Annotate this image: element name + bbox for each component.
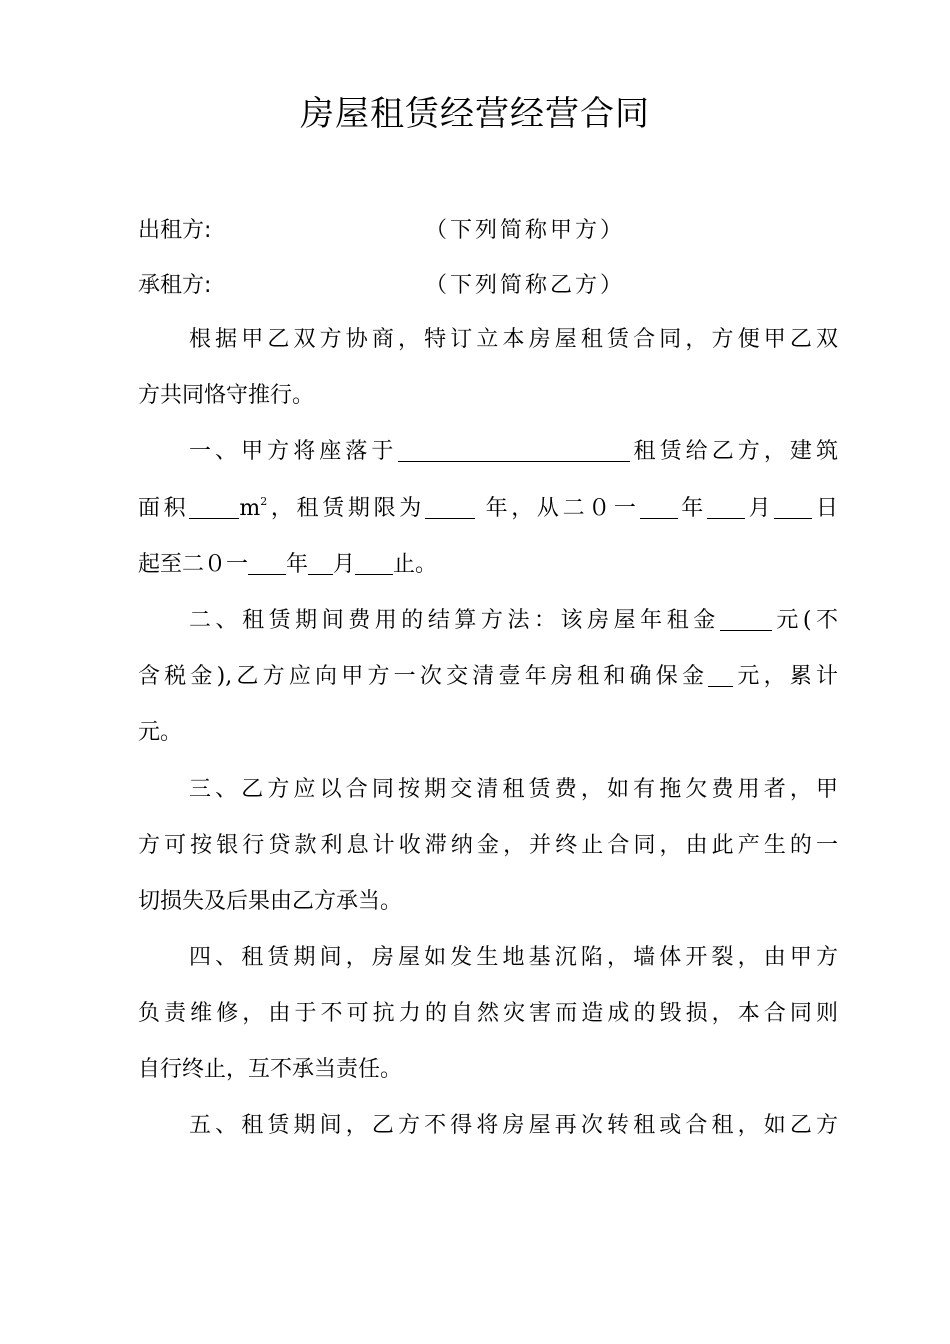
text-run: 元(不 bbox=[771, 608, 838, 633]
intro-line: 方共同恪守推行。 bbox=[138, 383, 315, 408]
lessee-label: 承租方: bbox=[138, 273, 212, 298]
superscript: 2 bbox=[260, 495, 268, 508]
blank-field bbox=[707, 494, 745, 519]
clause-2-line: 元。 bbox=[138, 720, 183, 745]
text-run: 年，从二０一 bbox=[474, 496, 640, 521]
blank-field bbox=[248, 550, 286, 575]
lessor-row bbox=[138, 216, 838, 246]
lessee-note: （下列简称乙方） bbox=[425, 273, 626, 298]
text-run: 止。 bbox=[393, 552, 438, 577]
document-title: 房屋租赁经营经营合同 bbox=[300, 94, 650, 134]
blank-field bbox=[355, 550, 393, 575]
text-run: m bbox=[239, 496, 261, 521]
clause-3-line: 切损失及后果由乙方承当。 bbox=[138, 889, 403, 914]
blank-field bbox=[640, 494, 678, 519]
blank-field bbox=[720, 606, 772, 631]
lessee-row bbox=[138, 271, 838, 301]
text-run: 日 bbox=[812, 496, 838, 521]
clause-1-line bbox=[138, 545, 838, 585]
intro-line: 根据甲乙双方协商，特订立本房屋租赁合同，方便甲乙双 bbox=[189, 327, 838, 352]
clause-2-line bbox=[189, 601, 838, 641]
text-run: 含税金),乙方应向甲方一次交清壹年房租和确保金 bbox=[138, 664, 709, 689]
clause-5-line: 五、租赁期间，乙方不得将房屋再次转租或合租，如乙方 bbox=[189, 1113, 838, 1138]
clause-1-line bbox=[189, 432, 838, 472]
blank-field bbox=[398, 437, 630, 462]
blank-field bbox=[774, 494, 812, 519]
text-run: ，租赁期限为 bbox=[267, 496, 425, 521]
text-run: 年 bbox=[677, 496, 707, 521]
clause-3-line: 三、乙方应以合同按期交清租赁费，如有拖欠费用者，甲 bbox=[189, 777, 838, 802]
blank-field bbox=[425, 494, 475, 519]
blank-field bbox=[708, 662, 733, 687]
text-run: 月 bbox=[744, 496, 775, 521]
text-run: 月 bbox=[333, 552, 356, 577]
clause-3-line: 方可按银行贷款利息计收滞纳金，并终止合同，由此产生的一 bbox=[138, 833, 838, 858]
clause-4-line: 四、租赁期间，房屋如发生地基沉陷，墙体开裂，由甲方 bbox=[189, 945, 838, 970]
text-run: 面积 bbox=[138, 496, 190, 521]
text-run: 起至二０一 bbox=[138, 552, 249, 577]
clause-2-line bbox=[138, 657, 838, 697]
text-run: 一、甲方将座落于 bbox=[189, 439, 398, 464]
text-run: 租赁给乙方，建筑 bbox=[629, 439, 838, 464]
clause-4-line: 自行终止，互不承当责任。 bbox=[138, 1057, 403, 1082]
text-run: 二、租赁期间费用的结算方法：该房屋年租金 bbox=[189, 608, 720, 633]
text-run: 年 bbox=[286, 552, 309, 577]
clause-1-line bbox=[138, 489, 838, 529]
clause-4-line: 负责维修，由于不可抗力的自然灾害而造成的毁损，本合同则 bbox=[138, 1001, 838, 1026]
text-run: 元，累计 bbox=[733, 664, 838, 689]
blank-field bbox=[189, 494, 239, 519]
blank-field bbox=[308, 550, 333, 575]
lessor-label: 出租方: bbox=[138, 218, 212, 243]
lessor-note: （下列简称甲方） bbox=[425, 218, 626, 243]
